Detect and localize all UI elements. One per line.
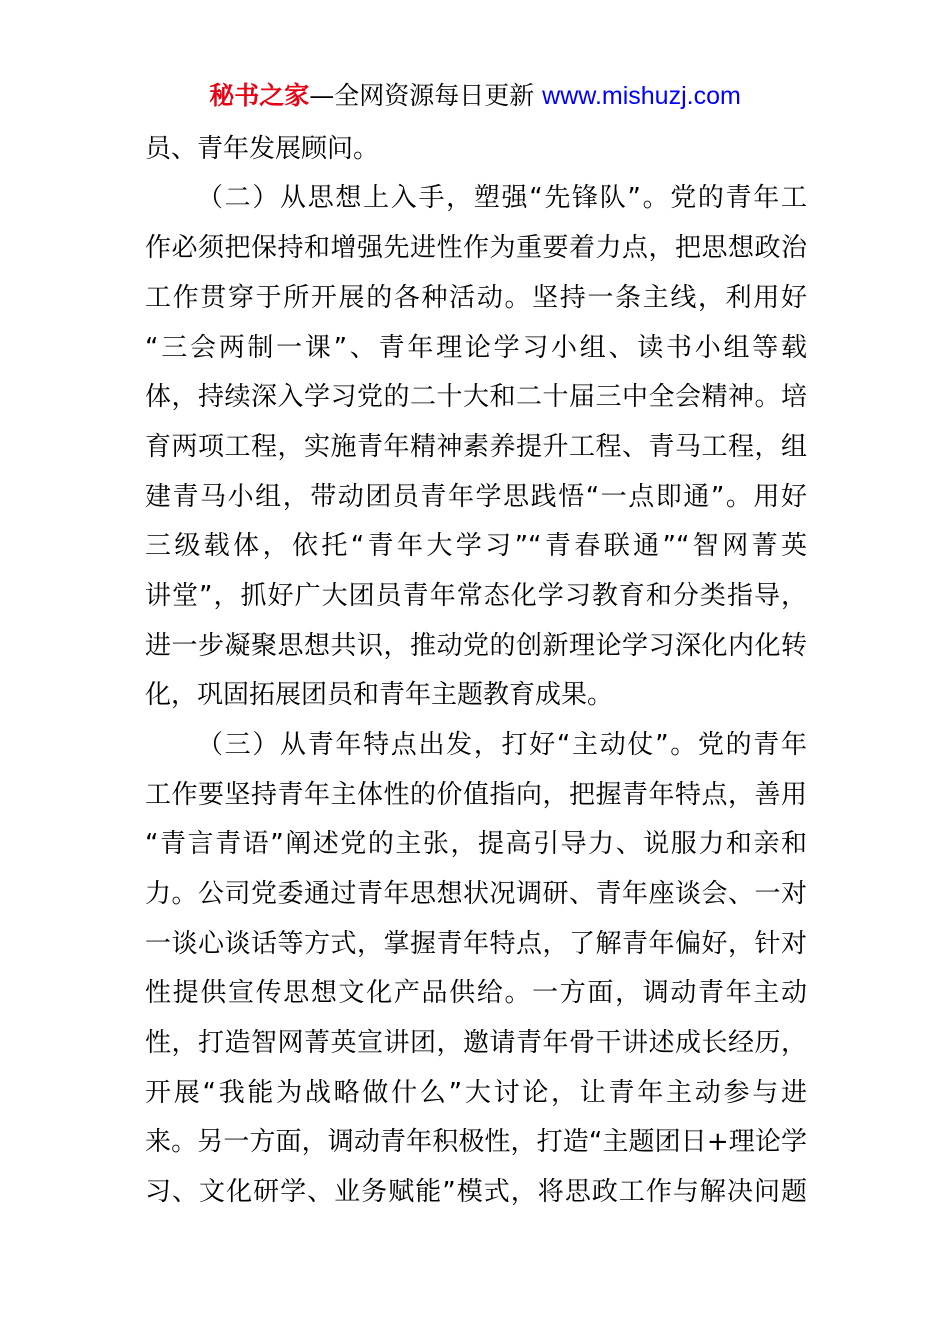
- text-line: 一谈心谈话等方式，掌握青年特点，了解青年偏好，针对: [145, 929, 807, 959]
- text-line: 工作要坚持青年主体性的价值指向，把握青年特点，善用: [145, 780, 807, 810]
- text-line: 工作贯穿于所开展的各种活动。坚持一条主线，利用好: [145, 283, 807, 313]
- text-line: 作必须把保持和增强先进性作为重要着力点，把思想政治: [145, 233, 807, 263]
- text-line: 来。另一方面，调动青年积极性，打造“主题团日+理论学: [145, 1127, 807, 1157]
- paragraph-heading-line: （二）从思想上入手，塑强“先锋队”。党的青年工: [197, 183, 807, 213]
- paragraph-heading-line: （三）从青年特点出发，打好“主动仗”。党的青年: [197, 730, 807, 760]
- text-line: 建青马小组，带动团员青年学思践悟“一点即通”。用好: [145, 482, 807, 512]
- text-line: 力。公司党委通过青年思想状况调研、青年座谈会、一对: [145, 879, 807, 909]
- site-url: www.mishuzj.com: [542, 82, 741, 110]
- site-tagline: —全网资源每日更新: [309, 81, 543, 110]
- text-line: “青言青语”阐述党的主张，提高引导力、说服力和亲和: [145, 829, 807, 859]
- text-line: 讲堂”，抓好广大团员青年常态化学习教育和分类指导，: [145, 581, 807, 611]
- site-header: [0, 80, 950, 112]
- site-brand: 秘书之家: [209, 81, 310, 110]
- text-line: 化，巩固拓展团员和青年主题教育成果。: [145, 680, 614, 710]
- text-line: 习、文化研学、业务赋能”模式，将思政工作与解决问题: [145, 1177, 807, 1207]
- text-line: “三会两制一课”、青年理论学习小组、读书小组等载: [145, 333, 807, 363]
- text-line: 性，打造智网菁英宣讲团，邀请青年骨干讲述成长经历，: [145, 1028, 807, 1058]
- text-line: 育两项工程，实施青年精神素养提升工程、青马工程，组: [145, 432, 807, 462]
- text-line: 体，持续深入学习党的二十大和二十届三中全会精神。培: [145, 382, 807, 412]
- text-line: 进一步凝聚思想共识，推动党的创新理论学习深化内化转: [145, 631, 807, 661]
- text-line: 员、青年发展顾问。: [145, 134, 380, 164]
- text-line: 三级载体，依托“青年大学习”“青春联通”“智网菁英: [145, 531, 807, 561]
- text-line: 开展“我能为战略做什么”大讨论，让青年主动参与进: [145, 1078, 807, 1108]
- text-line: 性提供宣传思想文化产品供给。一方面，调动青年主动: [145, 978, 807, 1008]
